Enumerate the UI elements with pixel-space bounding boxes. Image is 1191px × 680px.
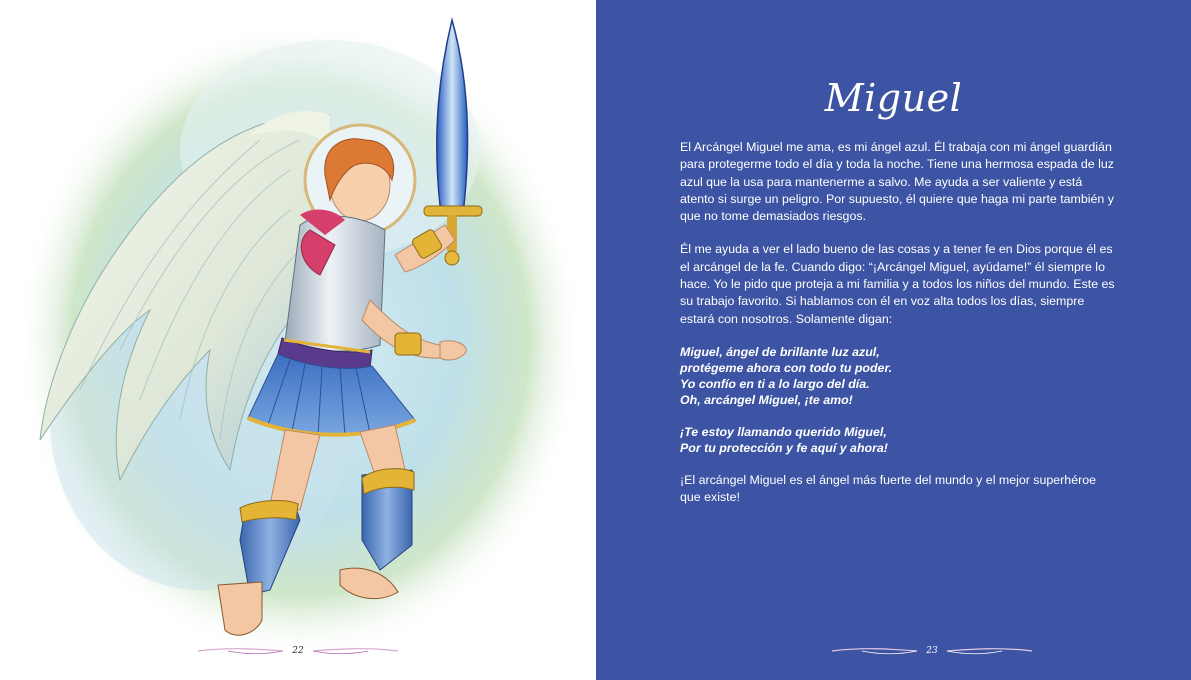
- body-text: [680, 139, 1120, 523]
- paragraph-closing: ¡El arcángel Miguel es el ángel más fuerte del mundo y el mejor superhéroe que existe!: [680, 472, 1096, 505]
- page-number: 23: [926, 646, 938, 656]
- prayer-line: protégeme ahora con todo tu poder.: [680, 360, 893, 375]
- page-number: 22: [292, 646, 304, 656]
- right-page: [596, 0, 1191, 680]
- prayer-line: Oh, arcángel Miguel, ¡te amo!: [680, 392, 853, 407]
- prayer-verse-2: [680, 424, 1120, 456]
- page-number-right: [822, 641, 1042, 661]
- paragraph-faith: Él me ayuda a ver el lado bueno de las cosas y a tener fe en Dios porque él es el arcángel de la fe. Cuando digo: “¡Arcángel Miguel, ayúdame!” él siempre lo hace. Yo le pido que proteja a mi familia y a todos los niños del mundo. Este es su trabajo favorito. Si hablamos con él en voz alta todos los días, siempre estará con nosotros. Solamente digan:: [680, 242, 1115, 326]
- page-title: Miguel: [824, 76, 963, 120]
- prayer-line: Por tu protección y fe aquí y ahora!: [680, 440, 888, 455]
- prayer-verse-1: [680, 344, 1120, 408]
- paragraph-intro: El Arcángel Miguel me ama, es mi ángel azul. Él trabaja con mi ángel guardián para protegerme todo el día y toda la noche. Tiene una hermosa espada de luz azul que la usa para mantenerme a salvo. Me ayuda a ser valiente y está atento si surge un peligro. Por supuesto, él quiere que haga mi parte también y que no tome demasiados riesgos.: [680, 140, 1114, 224]
- prayer-line: Yo confío en ti a lo largo del día.: [680, 376, 870, 391]
- page-number-left: [188, 641, 408, 661]
- prayer-line: Miguel, ángel de brillante luz azul,: [680, 344, 880, 359]
- prayer-line: ¡Te estoy llamando querido Miguel,: [680, 424, 887, 439]
